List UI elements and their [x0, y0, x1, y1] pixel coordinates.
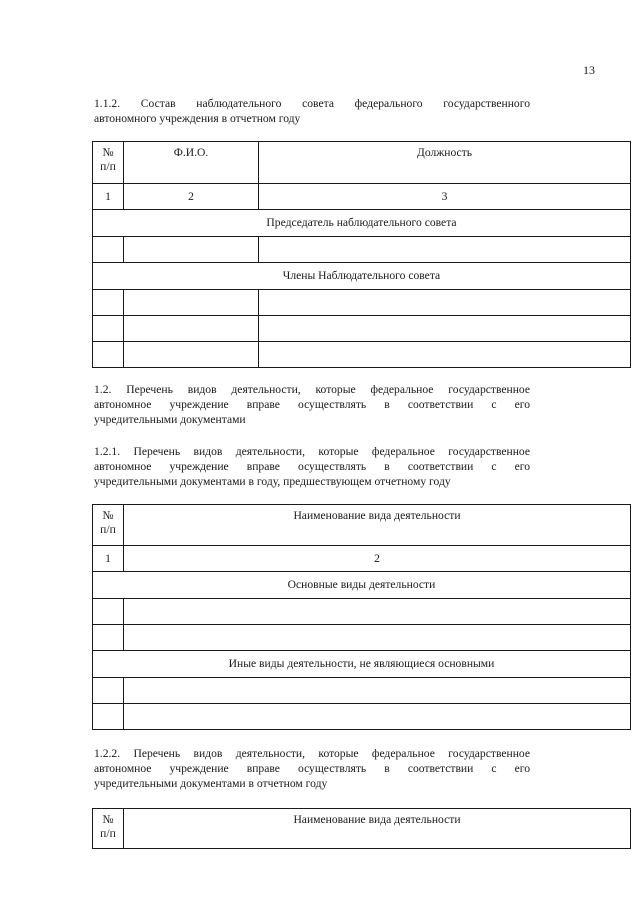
num-header-line: п/п: [100, 160, 116, 173]
section-1-2-2-heading: [94, 746, 530, 791]
table-cell: [124, 290, 259, 316]
section-1-2-1-heading: [94, 444, 530, 489]
num-header-line: п/п: [100, 523, 116, 536]
section-row: [93, 572, 631, 599]
col-number: 3: [259, 184, 631, 210]
table-cell: [124, 599, 631, 625]
num-header: [93, 505, 124, 546]
heading-line: 1.1.2. Состав наблюдательного совета федерального государственного: [94, 97, 530, 110]
table-cell: [259, 290, 631, 316]
table-cell: [124, 625, 631, 651]
table-cell: [259, 316, 631, 342]
num-header: [93, 142, 124, 184]
num-header-line: №: [102, 813, 114, 826]
table-cell: [93, 678, 124, 704]
table-row: [93, 704, 631, 730]
heading-line: учредительными документами в отчетном году: [94, 777, 328, 790]
table-cell: [124, 678, 631, 704]
table-cell: [93, 290, 124, 316]
table-cell: [124, 704, 631, 730]
activity-name-header: Наименование вида деятельности: [124, 809, 631, 849]
position-header: Должность: [259, 142, 631, 184]
heading-line: автономного учреждения в отчетном году: [94, 112, 301, 125]
heading-line: автономное учреждение вправе осуществлять в соответствии с его: [94, 460, 530, 473]
table-header-row: [93, 809, 631, 849]
section-row: [93, 651, 631, 678]
table-row: [93, 678, 631, 704]
heading-line: 1.2.1. Перечень видов деятельности, которые федеральное государственное: [94, 445, 530, 458]
table-row: [93, 342, 631, 368]
page-number: 13: [583, 63, 595, 77]
num-header-line: №: [102, 146, 114, 159]
table-row: [93, 290, 631, 316]
section-1-2-heading: [94, 382, 530, 427]
members-label: Члены Наблюдательного совета: [93, 263, 631, 290]
table-cell: [93, 625, 124, 651]
table-cell: [124, 342, 259, 368]
main-activities-label: Основные виды деятельности: [93, 572, 631, 599]
table-cell: [93, 342, 124, 368]
section-row: [93, 263, 631, 290]
table-row: [93, 237, 631, 263]
table-header-row: [93, 505, 631, 546]
col-number: 1: [93, 184, 124, 210]
num-header: [93, 809, 124, 849]
section-row: [93, 210, 631, 237]
table-row: [93, 599, 631, 625]
table-row: [93, 625, 631, 651]
num-header-line: п/п: [100, 827, 116, 840]
table-cell: [259, 237, 631, 263]
table-cell: [93, 599, 124, 625]
table-cell: [124, 237, 259, 263]
table-cell: [93, 237, 124, 263]
col-number: 2: [124, 184, 259, 210]
numbering-row: [93, 184, 631, 210]
activities-reporting-year-table: [92, 808, 631, 849]
table-row: [93, 316, 631, 342]
fio-header: Ф.И.О.: [124, 142, 259, 184]
num-header-line: №: [102, 509, 114, 522]
activities-prior-year-table: [92, 504, 631, 730]
heading-line: автономное учреждение вправе осуществлять в соответствии с его: [94, 762, 530, 775]
table-cell: [124, 316, 259, 342]
col-number: 2: [124, 546, 631, 572]
activity-name-header: Наименование вида деятельности: [124, 505, 631, 546]
other-activities-label: Иные виды деятельности, не являющиеся основными: [93, 651, 631, 678]
section-1-1-2-heading: [94, 96, 530, 126]
heading-line: 1.2. Перечень видов деятельности, которые федеральное государственное: [94, 383, 530, 396]
supervisory-board-table: [92, 141, 631, 368]
chair-label: Председатель наблюдательного совета: [93, 210, 631, 237]
heading-line: учредительными документами в году, предшествующем отчетному году: [94, 475, 451, 488]
table-header-row: [93, 142, 631, 184]
heading-line: 1.2.2. Перечень видов деятельности, которые федеральное государственное: [94, 747, 530, 760]
heading-line: учредительными документами: [94, 413, 246, 426]
table-cell: [93, 316, 124, 342]
col-number: 1: [93, 546, 124, 572]
heading-line: автономное учреждение вправе осуществлять в соответствии с его: [94, 398, 530, 411]
table-cell: [259, 342, 631, 368]
table-cell: [93, 704, 124, 730]
numbering-row: [93, 546, 631, 572]
